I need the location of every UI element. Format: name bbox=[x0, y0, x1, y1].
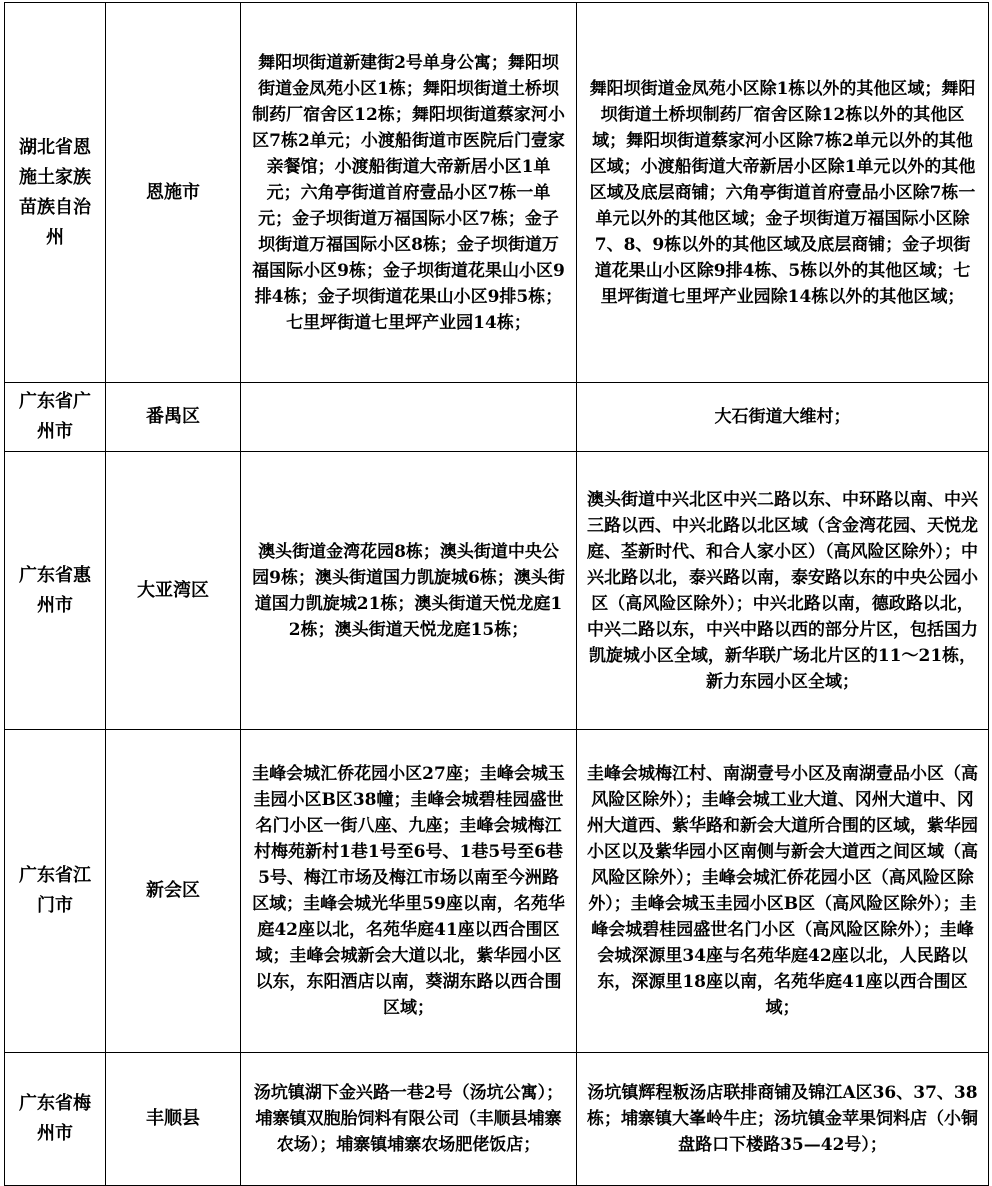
high-risk-area-cell: 圭峰会城汇侨花园小区27座；圭峰会城玉圭园小区B区38幢；圭峰会城碧桂园盛世名门小区一街八座、九座；圭峰会城梅江村梅苑新村1巷1号至6号、1巷5号至6巷5号、梅江市场及梅江市场以南至今洲路区域；圭峰会城光华里59座以南，名苑华庭42座以北，名苑华庭41座以西合围区域；圭峰会城新会大道以北，紫华园小区以东，东阳酒店以南，葵湖东路以西合围区域； bbox=[241, 730, 577, 1053]
province-cell: 广东省广州市 bbox=[5, 383, 106, 452]
mid-risk-area-cell: 大石街道大维村； bbox=[577, 383, 989, 452]
district-cell: 丰顺县 bbox=[106, 1053, 241, 1186]
high-risk-area-cell: 舞阳坝街道新建街2号单身公寓；舞阳坝街道金凤苑小区1栋；舞阳坝街道土桥坝制药厂宿舍区12栋；舞阳坝街道蔡家河小区7栋2单元；小渡船街道市医院后门壹家亲餐馆；小渡船街道大帝新居小区1单元；六角亭街道首府壹品小区7栋一单元；金子坝街道万福国际小区7栋；金子坝街道万福国际小区8栋；金子坝街道万福国际小区9栋；金子坝街道花果山小区9排4栋；金子坝街道花果山小区9排5栋；七里坪街道七里坪产业园14栋； bbox=[241, 3, 577, 383]
risk-area-table bbox=[4, 2, 989, 1186]
table-row bbox=[5, 730, 989, 1053]
mid-risk-area-cell: 澳头街道中兴北区中兴二路以东、中环路以南、中兴三路以西、中兴北路以北区域（含金湾花园、天悦龙庭、荃新时代、和合人家小区）（高风险区除外）；中兴北路以北，泰兴路以南，泰安路以东的中央公园小区（高风险区除外）；中兴北路以南，德政路以北，中兴二路以东，中兴中路以西的部分片区，包括国力凯旋城小区全域，新华联广场北片区的11～21栋，新力东园小区全域； bbox=[577, 452, 989, 730]
district-cell: 恩施市 bbox=[106, 3, 241, 383]
district-cell: 新会区 bbox=[106, 730, 241, 1053]
province-cell: 广东省梅州市 bbox=[5, 1053, 106, 1186]
table-row bbox=[5, 383, 989, 452]
high-risk-area-cell: 澳头街道金湾花园8栋；澳头街道中央公园9栋；澳头街道国力凯旋城6栋；澳头街道国力凯旋城21栋；澳头街道天悦龙庭12栋；澳头街道天悦龙庭15栋； bbox=[241, 452, 577, 730]
province-cell: 广东省江门市 bbox=[5, 730, 106, 1053]
mid-risk-area-cell: 舞阳坝街道金凤苑小区除1栋以外的其他区域；舞阳坝街道土桥坝制药厂宿舍区除12栋以外的其他区域；舞阳坝街道蔡家河小区除7栋2单元以外的其他区域；小渡船街道大帝新居小区除1单元以外的其他区域及底层商铺；六角亭街道首府壹品小区除7栋一单元以外的其他区域；金子坝街道万福国际小区除7、8、9栋以外的其他区域及底层商铺；金子坝街道花果山小区除9排4栋、5栋以外的其他区域；七里坪街道七里坪产业园除14栋以外的其他区域； bbox=[577, 3, 989, 383]
mid-risk-area-cell: 汤坑镇辉程粄汤店联排商铺及锦江A区36、37、38栋；埔寨镇大峯岭牛庄；汤坑镇金苹果饲料店（小铜盘路口下楼路35—42号）； bbox=[577, 1053, 989, 1186]
table-row bbox=[5, 452, 989, 730]
high-risk-area-cell: 汤坑镇湖下金兴路一巷2号（汤坑公寓）；埔寨镇双胞胎饲料有限公司（丰顺县埔寨农场）；埔寨镇埔寨农场肥佬饭店； bbox=[241, 1053, 577, 1186]
high-risk-area-cell bbox=[241, 383, 577, 452]
district-cell: 大亚湾区 bbox=[106, 452, 241, 730]
mid-risk-area-cell: 圭峰会城梅江村、南湖壹号小区及南湖壹品小区（高风险区除外）；圭峰会城工业大道、冈州大道中、冈州大道西、紫华路和新会大道所合围的区域，紫华园小区以及紫华园小区南侧与新会大道西之间区域（高风险区除外）；圭峰会城汇侨花园小区（高风险区除外）；圭峰会城玉圭园小区B区（高风险区除外）；圭峰会城碧桂园盛世名门小区（高风险区除外）；圭峰会城深源里34座与名苑华庭42座以北，人民路以东，深源里18座以南，名苑华庭41座以西合围区域； bbox=[577, 730, 989, 1053]
province-cell: 广东省惠州市 bbox=[5, 452, 106, 730]
table-row bbox=[5, 1053, 989, 1186]
table-row bbox=[5, 3, 989, 383]
district-cell: 番禺区 bbox=[106, 383, 241, 452]
province-cell: 湖北省恩施土家族苗族自治州 bbox=[5, 3, 106, 383]
